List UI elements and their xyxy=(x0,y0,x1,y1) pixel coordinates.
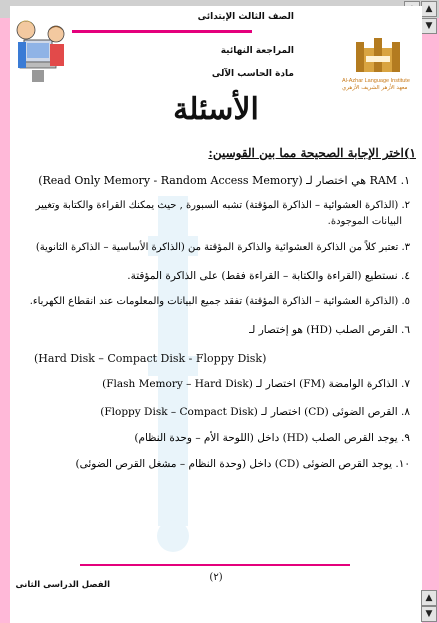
question-item-7 xyxy=(102,378,410,390)
question-number: ٨. xyxy=(401,406,410,418)
institute-name-ar: معهد الأزهر الشريف الأزهري xyxy=(342,85,408,91)
question-item-9 xyxy=(134,432,410,444)
scroll-down-button-bottom[interactable]: ▼ xyxy=(421,606,437,622)
question-text: RAM هي اختصار لـ (Read Only Memory - Random Access Memory) xyxy=(38,174,398,187)
question-text: تعتبر كلاً من الذاكرة العشوائية والذاكرة المؤقتة من (الذاكرة الأساسية – الذاكرة الثانوية) xyxy=(35,242,399,253)
question-item-6 xyxy=(249,324,410,336)
section-heading: ١)اختر الإجابة الصحيحة مما بين القوسين: xyxy=(208,146,416,160)
question-text: نستطيع (القراءة والكتابة – القراءة فقط) على الذاكرة المؤقتة. xyxy=(127,270,398,282)
question-text: (الذاكرة العشوائية – الذاكرة المؤقتة) تشبه السبورة , حيث يمكنك القراءة والكتابة وتغيير xyxy=(35,200,399,211)
question-text: يوجد القرص الضوئى (CD) داخل (وحدة النظام – مشغل القرص الضوئى) xyxy=(75,458,393,470)
term-label: الفصل الدراسى الثانى xyxy=(15,580,110,590)
question-options: (Hard Disk – Compact Disk - Floppy Disk) xyxy=(34,352,267,365)
page-title: الأسئلة xyxy=(173,92,259,127)
question-item-3 xyxy=(36,242,410,253)
institute-logo xyxy=(352,38,404,76)
question-number: ٤. xyxy=(401,270,410,282)
question-item-4 xyxy=(127,270,410,282)
question-number: ٣. xyxy=(401,242,410,253)
scroll-up-button-bottom[interactable]: ▲ xyxy=(421,590,437,606)
question-item-2 xyxy=(36,200,410,211)
header-divider xyxy=(72,30,252,33)
question-number: ٢. xyxy=(401,200,410,211)
review-label: المراجعة النهائية xyxy=(220,46,294,56)
question-text: الذاكرة الوامضة (FM) اختصار لـ (Flash Memory – Hard Disk) xyxy=(102,378,398,390)
question-item-8 xyxy=(100,406,410,418)
subject-label: مادة الحاسب الآلى xyxy=(211,69,294,79)
question-text-continued: البيانات الموجودة. xyxy=(327,216,402,227)
kids-computer-illustration xyxy=(12,12,70,86)
footer-divider xyxy=(80,564,350,566)
question-number: ١٠. xyxy=(395,458,410,470)
question-number: ٩. xyxy=(401,432,410,444)
grade-label: الصف الثالث الإبتدائى xyxy=(197,12,294,22)
question-text: (الذاكرة العشوائية – الذاكرة المؤقتة) تفقد جميع البيانات والمعلومات عند انقطاع الكهرباء. xyxy=(29,296,399,307)
question-number: ٧. xyxy=(401,378,410,390)
scroll-up-button[interactable]: ▲ xyxy=(421,1,437,17)
question-number: ١. xyxy=(400,174,410,187)
document-page xyxy=(10,6,422,623)
institute-name-en: Al-Azhar Language Institute xyxy=(342,78,410,84)
page-number: (٢) xyxy=(209,572,223,583)
question-number: ٦. xyxy=(401,324,410,336)
question-text: يوجد القرص الصلب (HD) داخل (اللوحة الأم – وحدة النظام) xyxy=(134,432,398,444)
question-item-1 xyxy=(38,174,410,187)
question-number: ٥. xyxy=(401,296,410,307)
question-list xyxy=(24,166,410,486)
question-text: القرص الصلب (HD) هو إختصار لـ xyxy=(249,324,398,336)
question-item-5 xyxy=(30,296,410,307)
scroll-down-button[interactable]: ▼ xyxy=(421,18,437,34)
question-item-10 xyxy=(76,458,410,470)
question-text: القرص الضوئى (CD) اختصار لـ (Floppy Disk – Compact Disk) xyxy=(100,406,398,418)
